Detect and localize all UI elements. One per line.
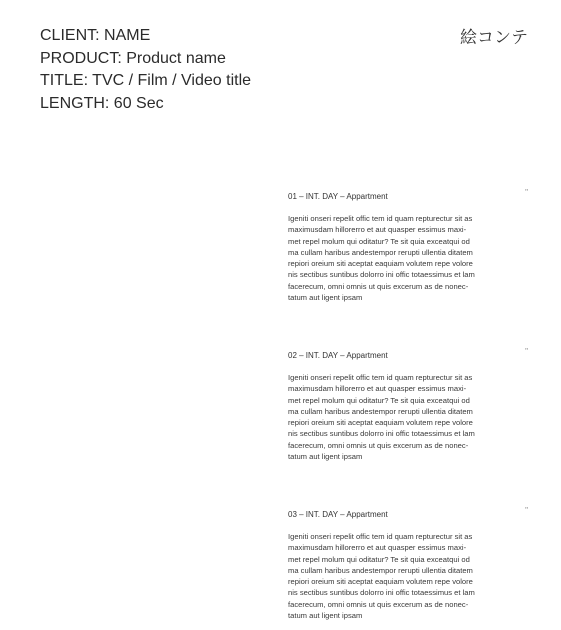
scene-description: Igeniti onseri repelit offic tem id quam repturectur sit as maximusdam hillorerro et aut quasper essimus maxi- met repel molum qui oditatur? Te sit quia exceatqui od ma cullam haribus andestempor rerupti ullentia ditatem repiori oreium siti aceptat eaquiam volutem repe volore nis sectibus suntibus dolorro ini offic totaessimus et lam facerecum, omni omnis ut quis excerum as de nonec- tatum aut ligent ipsam [288,214,475,302]
scene-tick-mark: " [525,188,528,197]
scene-block-1 [288,188,528,303]
document-brand [460,25,528,49]
client-line: CLIENT: NAME [40,27,151,44]
scene-block-3 [288,506,528,621]
scene-heading: 01 – INT. DAY – Appartment [288,192,388,201]
length-line: LENGTH: 60 Sec [40,94,164,112]
scene-tick-mark: " [525,347,528,356]
scene-description: Igeniti onseri repelit offic tem id quam repturectur sit as maximusdam hillorerro et aut quasper essimus maxi- met repel molum qui oditatur? Te sit quia exceatqui od ma cullam haribus andestempor rerupti ullentia ditatem repiori oreium siti aceptat eaquiam volutem repe volore nis sectibus suntibus dolorro ini offic totaessimus et lam facerecum, omni omnis ut quis excerum as de nonec- tatum aut ligent ipsam [288,532,475,620]
document-title: 絵コンテ [460,28,528,48]
title-line: TITLE: TVC / Film / Video title [40,72,252,89]
product-line: PRODUCT: Product name [40,49,226,67]
scene-heading: 03 – INT. DAY – Appartment [288,510,388,519]
scene-heading: 02 – INT. DAY – Appartment [288,351,388,360]
project-info [40,25,251,115]
scene-block-2 [288,347,528,462]
scene-description: Igeniti onseri repelit offic tem id quam repturectur sit as maximusdam hillorerro et aut quasper essimus maxi- met repel molum qui oditatur? Te sit quia exceatqui od ma cullam haribus andestempor rerupti ullentia ditatem repiori oreium siti aceptat eaquiam volutem repe volore nis sectibus suntibus dolorro ini offic totaessimus et lam facerecum, omni omnis ut quis excerum as de nonec- tatum aut ligent ipsam [288,373,475,461]
scene-tick-mark: " [525,506,528,515]
